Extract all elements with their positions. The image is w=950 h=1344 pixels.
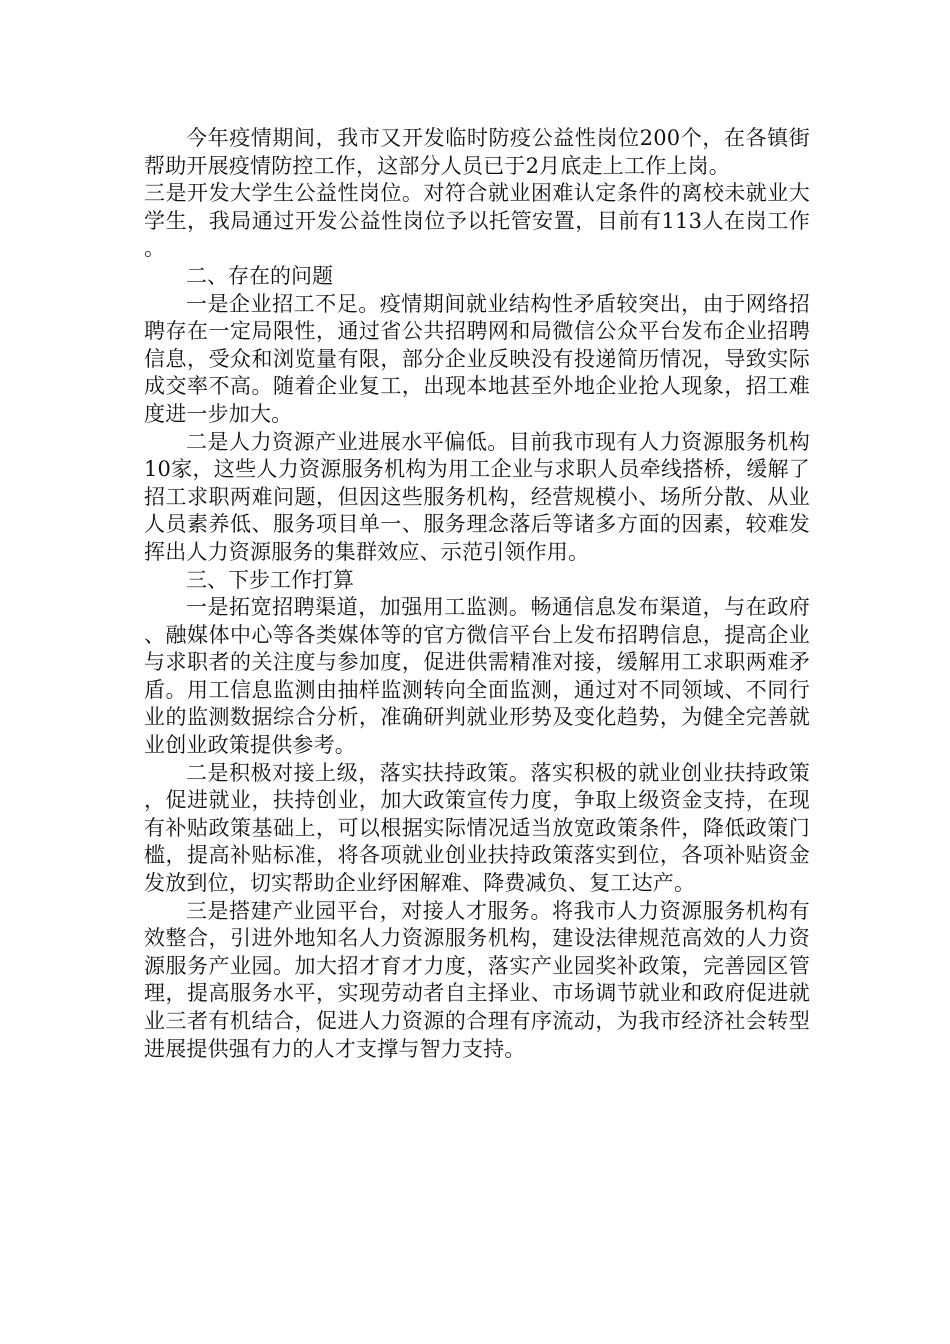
paragraph-temporary-posts: 今年疫情期间，我市又开发临时防疫公益性岗位200个，在各镇街帮助开展疫情防控工作，这部分人员已于2月底走上工作上岗。 (144, 126, 810, 178)
section-heading-problems: 二、存在的问题 (186, 263, 333, 288)
paragraph-recruitment-shortage: 一是企业招工不足。疫情期间就业结构性矛盾较突出，由于网络招聘存在一定局限性，通过省公共招聘网和局微信公众平台发布企业招聘信息，受众和浏览量有限，部分企业反映没有投递简历情况，导致实际成交率不高。随着企业复工，出现本地甚至外地企业抢人现象，招工难度进一步加大。 (144, 291, 810, 426)
paragraph-graduate-posts: 三是开发大学生公益性岗位。对符合就业困难认定条件的离校未就业大学生，我局通过开发公益性岗位予以托管安置，目前有113人在岗工作。 (144, 181, 810, 261)
paragraph-industrial-park: 三是搭建产业园平台，对接人才服务。将我市人力资源服务机构有效整合，引进外地知名人力资源服务机构，建设法律规范高效的人力资源服务产业园。加大招才育才力度，落实产业园奖补政策，完善园区管理，提高服务水平，实现劳动者自主择业、市场调节就业和政府促进就业三者有机结合，促进人力资源的合理有序流动，为我市经济社会转型进展提供强有力的人才支撑与智力支持。 (144, 898, 810, 1061)
paragraph-hr-industry: 二是人力资源产业进展水平偏低。目前我市现有人力资源服务机构10家，这些人力资源服务机构为用工企业与求职人员牵线搭桥，缓解了招工求职两难问题，但因这些服务机构，经营规模小、场所分散、从业人员素养低、服务项目单一、服务理念落后等诸多方面的因素，较难发挥出人力资源服务的集群效应、示范引领作用。 (144, 429, 810, 564)
section-heading-next-steps: 三、下步工作打算 (186, 567, 354, 592)
paragraph-support-policies: 二是积极对接上级，落实扶持政策。落实积极的就业创业扶持政策，促进就业，扶持创业，加大政策宣传力度，争取上级资金支持，在现有补贴政策基础上，可以根据实际情况适当放宽政策条件，降低政策门槛，提高补贴标准，将各项就业创业扶持政策落实到位，各项补贴资金发放到位，切实帮助企业纾困解难、降费减负、复工达产。 (144, 760, 810, 896)
document-body (144, 125, 810, 1063)
paragraph-recruitment-channels: 一是拓宽招聘渠道，加强用工监测。畅通信息发布渠道，与在政府、融媒体中心等各类媒体等的官方微信平台上发布招聘信息，提高企业与求职者的关注度与参加度，促进供需精准对接，缓解用工求职两难矛盾。用工信息监测由抽样监测转向全面监测，通过对不同领域、不同行业的监测数据综合分析，准确研判就业形势及变化趋势，为健全完善就业创业政策提供参考。 (144, 595, 810, 758)
